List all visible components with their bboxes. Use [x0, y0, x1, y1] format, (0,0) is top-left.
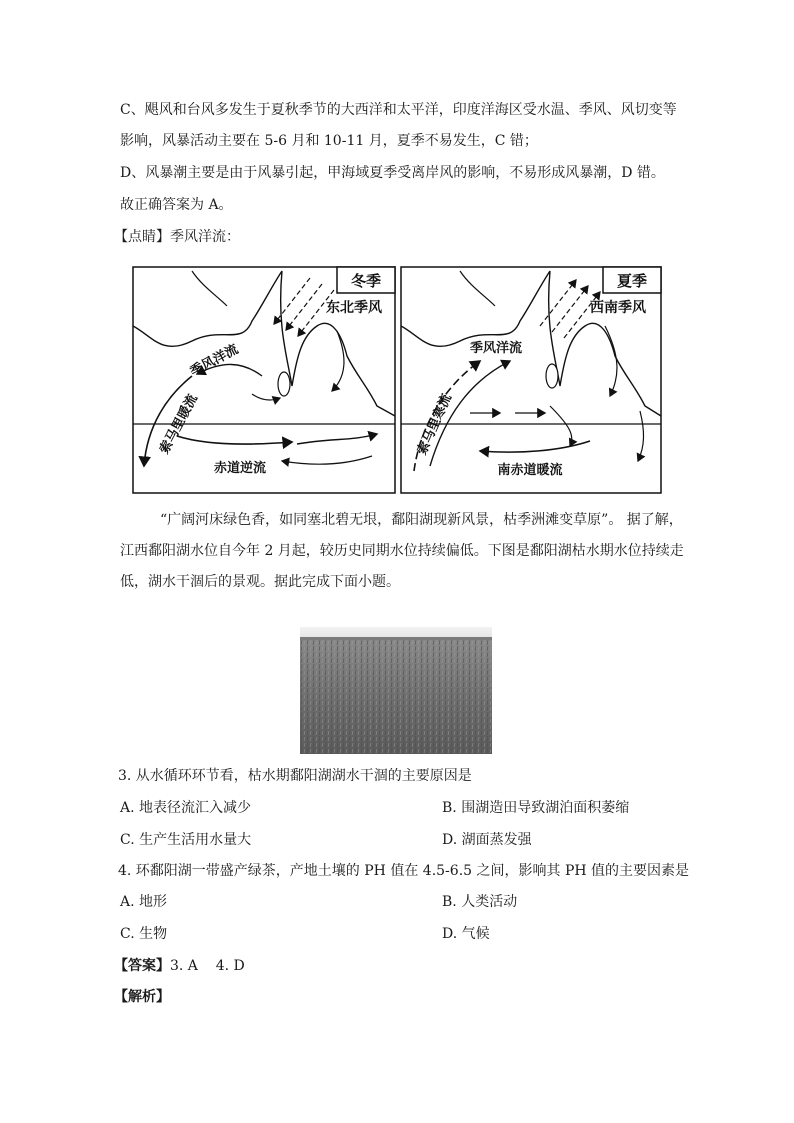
question-3-option-a[interactable]: A. 地表径流汇入减少	[120, 800, 252, 816]
winter-current-label-1: 季风洋流	[187, 341, 241, 379]
summer-season-label: 夏季	[616, 273, 648, 290]
question-3-option-b[interactable]: B. 围湖造田导致湖泊面积萎缩	[442, 800, 630, 816]
analysis-heading: 【解析】	[114, 989, 170, 1005]
option-c-explanation-line2: 影响，风暴活动主要在 5-6 月和 10-11 月，夏季不易发生，C 错；	[120, 133, 538, 149]
option-c-explanation-line1: C、飓风和台风多发生于夏秋季节的大西洋和太平洋，印度洋海区受水温、季风、风切变等	[120, 102, 677, 118]
answer-line	[114, 956, 245, 976]
winter-season-label: 冬季	[350, 273, 382, 290]
conclusion: 故正确答案为 A。	[120, 197, 233, 213]
passage-line1: “广阔河床绿色香，如同塞北碧无垠，鄱阳湖现新风景，枯季洲滩变草原”。 据了解，	[160, 512, 683, 528]
option-d-explanation: D、风暴潮主要是由于风暴引起，甲海域夏季受离岸风的影响，不易形成风暴潮，D 错。	[120, 165, 665, 181]
winter-current-label-2: 索马里暖流	[156, 391, 200, 457]
monsoon-current-maps	[132, 266, 662, 494]
summer-map	[401, 267, 661, 493]
summer-current-label-2: 索马里寒流	[413, 391, 454, 457]
dry-lake-grassland-photo	[300, 627, 492, 754]
answer-value: 3. A 4. D	[170, 958, 245, 974]
winter-map	[133, 267, 395, 493]
question-4-option-a[interactable]: A. 地形	[120, 894, 168, 910]
summer-current-label-1: 季风洋流	[469, 340, 523, 355]
passage-line3: 低，湖水干涸后的景观。据此完成下面小题。	[120, 574, 400, 590]
question-3-stem: 3. 从水循环环节看，枯水期鄱阳湖湖水干涸的主要原因是	[118, 768, 472, 784]
question-4-option-d[interactable]: D. 气候	[442, 926, 490, 942]
summer-wind-label: 西南季风	[590, 299, 646, 315]
answer-label: 【答案】	[114, 958, 170, 974]
winter-current-label-3: 赤道逆流	[213, 460, 267, 475]
question-4-stem: 4. 环鄱阳湖一带盛产绿茶，产地土壤的 PH 值在 4.5-6.5 之间，影响其 PH 值的主要因素是	[118, 863, 690, 879]
question-3-option-c[interactable]: C. 生产生活用水量大	[120, 832, 252, 848]
winter-wind-label: 东北季风	[326, 299, 382, 315]
summer-current-label-3: 南赤道暖流	[497, 462, 563, 477]
passage-line2: 江西鄱阳湖水位自今年 2 月起，较历史同期水位持续偏低。下图是鄱阳湖枯水期水位持续走	[120, 543, 684, 559]
tip-heading: 【点睛】季风洋流：	[114, 229, 240, 245]
question-4-option-b[interactable]: B. 人类活动	[442, 894, 518, 910]
question-4-option-c[interactable]: C. 生物	[120, 926, 168, 942]
question-3-option-d[interactable]: D. 湖面蒸发强	[442, 832, 532, 848]
